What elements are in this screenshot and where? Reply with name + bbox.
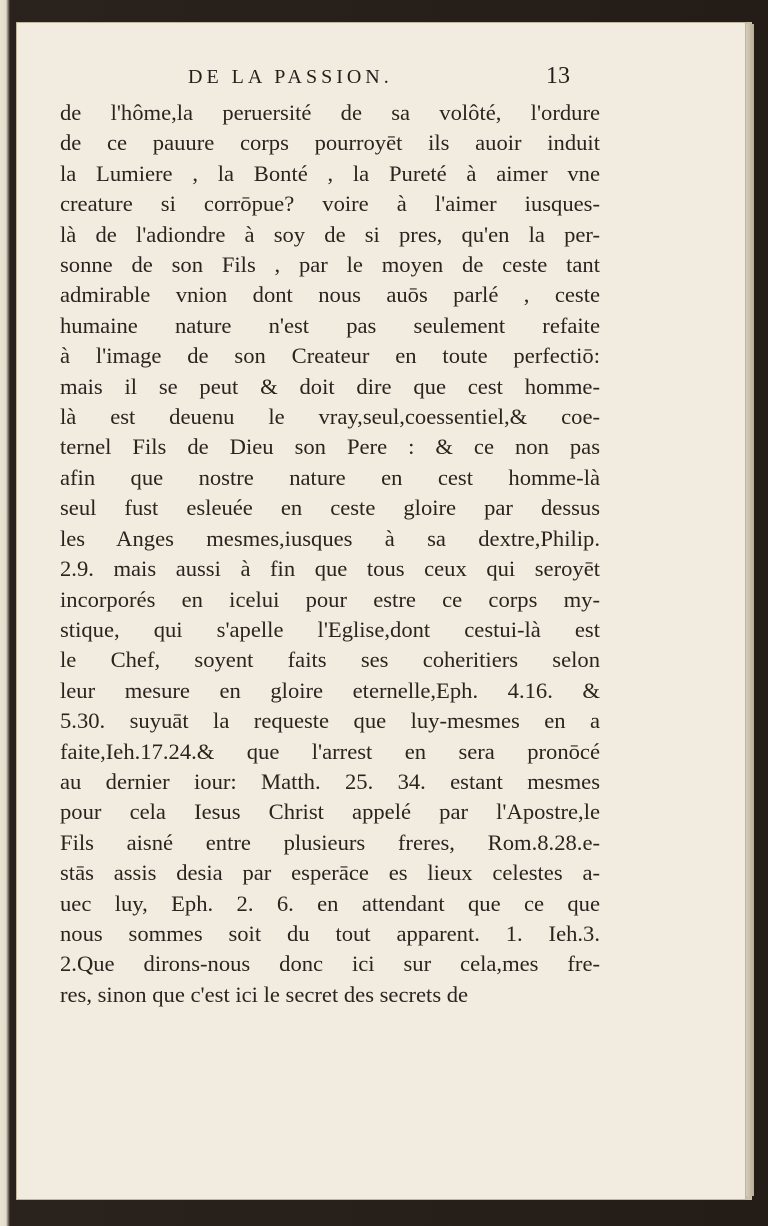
body-text [60,98,600,1010]
text-line: sonne de son Fils , par le moyen de ceste tant [60,252,600,278]
text-line: creature si corrōpue? voire à l'aimer iusques- [60,191,600,217]
text-line: res, sinon que c'est ici le secret des secrets de [60,981,469,1007]
running-head: DE LA PASSION. [188,66,393,88]
text-line: mais il se peut & doit dire que cest homme- [60,373,600,399]
text-line: stique, qui s'apelle l'Eglise,dont cestui-là est [60,616,600,642]
text-line: uec luy, Eph. 2. 6. en attendant que ce que [60,890,600,916]
text-line: Fils aisné entre plusieurs freres, Rom.8.28.e- [60,829,600,855]
text-line: le Chef, soyent faits ses coheritiers selon [60,647,600,673]
text-line: à l'image de son Createur en toute perfectiō: [60,343,600,369]
text-line: leur mesure en gloire eternelle,Eph. 4.16. & [60,677,600,703]
text-line: là est deuenu le vray,seul,coessentiel,& coe- [60,404,600,430]
text-line: 2.Que dirons-nous donc ici sur cela,mes fre- [60,951,600,977]
text-line: incorporés en icelui pour estre ce corps my- [60,586,600,612]
text-line: là de l'adiondre à soy de si pres, qu'en la per- [60,221,600,247]
text-line: de ce pauure corps pourroyēt ils auoir induit [60,130,600,156]
text-line: seul fust esleuée en ceste gloire par dessus [60,495,600,521]
text-line: faite,Ieh.17.24.& que l'arrest en sera pronōcé [60,738,600,764]
text-line: les Anges mesmes,iusques à sa dextre,Philip. [60,525,600,551]
page-number: 13 [546,63,570,89]
text-line: humaine nature n'est pas seulement refaite [60,312,600,338]
text-line: de l'hôme,la peruersité de sa volôté, l'ordure [60,100,600,125]
text-line: nous sommes soit du tout apparent. 1. Ieh.3. [60,920,600,946]
text-line: ternel Fils de Dieu son Pere : & ce non pas [60,434,600,460]
text-line: pour cela Iesus Christ appelé par l'Apostre,le [60,799,600,825]
text-line: au dernier iour: Matth. 25. 34. estant mesmes [60,768,600,794]
text-line: admirable vnion dont nous auōs parlé , ceste [60,282,600,308]
text-line: stās assis desia par esperāce es lieux celestes a- [60,860,600,886]
page-edge [746,24,754,1196]
text-line: la Lumiere , la Bonté , la Pureté à aimer vne [60,160,600,186]
text-line: 5.30. suyuāt la requeste que luy-mesmes en a [60,708,600,734]
text-line: 2.9. mais aussi à fin que tous ceux qui seroyēt [60,556,600,582]
text-line: afin que nostre nature en cest homme-là [60,464,600,490]
